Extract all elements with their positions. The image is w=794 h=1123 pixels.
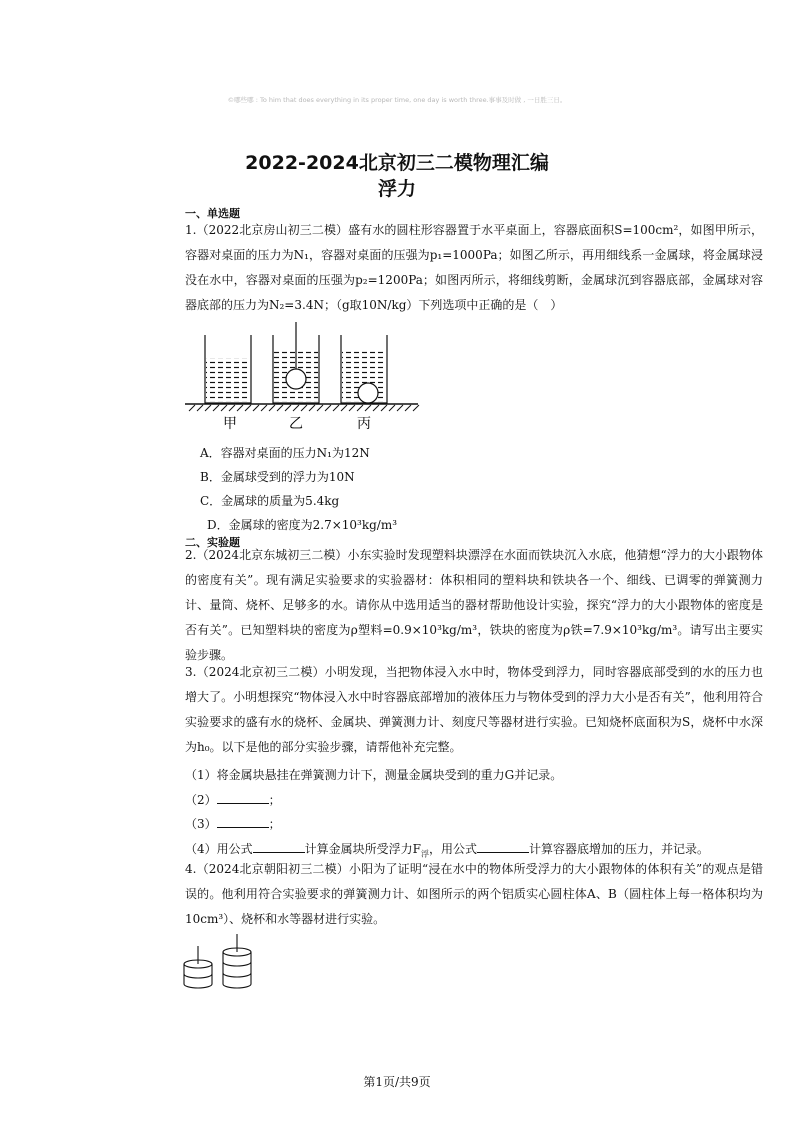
question-3-text: 3.（2024北京初三二模）小明发现，当把物体浸入水中时，物体受到浮力，同时容器底部受到的水的压力也增大了。小明想探究“物体浸入水中时容器底部增加的液体压力与物体受到的浮力大小是否有关”，他利用符合实验要求的盛有水的烧杯、金属块、弹簧测力计、刻度尺等器材进行实验。已知烧杯底面积为S，烧杯中水深为h₀。以下是他的部分实验步骤，请帮他补充完整。 xyxy=(185,665,763,754)
hatch-mark xyxy=(413,405,419,411)
hatch-mark xyxy=(389,405,395,411)
hatch-mark xyxy=(213,405,219,411)
hatch-mark xyxy=(365,405,371,411)
q3-step-2-prefix: （2） xyxy=(185,793,217,807)
q3-step-3 xyxy=(185,815,281,832)
hatch-mark xyxy=(373,405,379,411)
q1-option-b: B．金属球受到的浮力为10N xyxy=(200,470,355,484)
watermark: ©哪些哪 : To him that does everything in its proper time, one day is worth three.事事及时做 , 一日胜三日。 xyxy=(227,96,567,104)
q3-step-3-prefix: （3） xyxy=(185,817,217,831)
hatch-mark xyxy=(253,405,259,411)
hatch-mark xyxy=(405,405,411,411)
q1-option-d: D．金属球的密度为2.7×10³kg/m³ xyxy=(207,518,398,532)
page-footer: 第1页/共9页 xyxy=(363,1075,431,1089)
question-4-text: 4.（2024北京朝阳初三二模）小阳为了证明“浸在水中的物体所受浮力的大小跟物体的体积有关”的观点是错误的。他利用符合实验要求的弹簧测力计、如图所示的两个铝质实心圆柱体A、B（圆柱体上每一格体积均为10cm³）、烧杯和水等器材进行实验。 xyxy=(185,862,763,926)
q3-step-3-blank xyxy=(217,815,269,828)
q3-step-2-suffix: ； xyxy=(268,793,281,807)
container-bing xyxy=(341,335,387,403)
hatch-mark xyxy=(341,405,347,411)
q3-step-2 xyxy=(185,791,281,808)
q3-step-4-part-1: （4）用公式 xyxy=(185,842,253,856)
metal-ball-suspended xyxy=(286,369,306,389)
q3-step-4-blank-2 xyxy=(477,840,529,853)
q3-step-3-suffix: ； xyxy=(268,817,281,831)
section-heading-experiment: 二、实验题 xyxy=(185,536,240,549)
figure-label-yi: 乙 xyxy=(289,416,303,432)
hatch-mark xyxy=(317,405,323,411)
hatch-mark xyxy=(229,405,235,411)
hatch-mark xyxy=(397,405,403,411)
question-2-text: 2.（2024北京东城初三二模）小东实验时发现塑料块漂浮在水面而铁块沉入水底，他猜想“浮力的大小跟物体的密度有关”。现有满足实验要求的实验器材：体积相同的塑料块和铁块各一个、细线、已调零的弹簧测力计、量筒、烧杯、足够多的水。请你从中选用适当的器材帮助他设计实验，探究“浮力的大小跟物体的密度是否有关”。已知塑料块的密度为ρ塑料=0.9×10³kg/m³，铁块的密度为ρ铁=7.9×10³kg/m³。请写出主要实验步骤。 xyxy=(185,548,763,662)
q3-step-4-subscript: 浮 xyxy=(420,849,429,859)
q3-step-4-part-4: 计算容器底增加的压力，并记录。 xyxy=(528,842,709,856)
cylinder-b xyxy=(223,934,251,988)
hatch-mark xyxy=(277,405,283,411)
q1-option-a: A．容器对桌面的压力N₁为12N xyxy=(200,446,370,460)
table-hatch xyxy=(189,405,419,411)
metal-ball-bottom xyxy=(358,383,378,403)
figure-label-bing: 丙 xyxy=(357,416,371,432)
hatch-mark xyxy=(301,405,307,411)
figure-label-jia: 甲 xyxy=(223,416,237,432)
cylinder-a xyxy=(184,946,212,988)
q4-cylinders-figure xyxy=(180,928,260,998)
section-heading-single-choice: 一、单选题 xyxy=(185,207,240,220)
container-jia xyxy=(205,335,251,403)
hatch-mark xyxy=(245,405,251,411)
q1-option-c: C．金属球的质量为5.4kg xyxy=(200,494,340,508)
hatch-mark xyxy=(325,405,331,411)
hatch-mark xyxy=(309,405,315,411)
q3-step-4-blank-1 xyxy=(253,840,305,853)
q1-container-figure xyxy=(185,320,420,435)
q3-step-4-part-2: 计算金属块所受浮力F xyxy=(304,842,421,856)
hatch-mark xyxy=(381,405,387,411)
hatch-mark xyxy=(349,405,355,411)
title-line-2: 浮力 xyxy=(377,178,416,200)
hatch-mark xyxy=(237,405,243,411)
page-title xyxy=(0,150,794,202)
question-1-text: 1.（2022北京房山初三二模）盛有水的圆柱形容器置于水平桌面上，容器底面积S=100cm²，如图甲所示，容器对桌面的压力为N₁，容器对桌面的压强为p₁=1000Pa；如图乙所示，再用细线系一金属球，将金属球浸没在水中，容器对桌面的压强为p₂=1200Pa；如图丙所示，将细线剪断，金属球沉到容器底部，金属球对容器底部的压力为N₂=3.4N；（g取10N/kg）下列选项中正确的是（ ） xyxy=(185,223,763,312)
hatch-mark xyxy=(261,405,267,411)
hatch-mark xyxy=(293,405,299,411)
hatch-mark xyxy=(197,405,203,411)
title-line-1: 2022-2024北京初三二模物理汇编 xyxy=(245,152,549,174)
hatch-mark xyxy=(357,405,363,411)
hatch-mark xyxy=(285,405,291,411)
q3-step-2-blank xyxy=(217,791,269,804)
hatch-mark xyxy=(221,405,227,411)
hatch-mark xyxy=(205,405,211,411)
hatch-mark xyxy=(269,405,275,411)
q3-step-4-part-3: ，用公式 xyxy=(428,842,477,856)
hatch-mark xyxy=(189,405,195,411)
hatch-mark xyxy=(333,405,339,411)
container-yi xyxy=(273,322,319,403)
q3-step-1: （1）将金属块悬挂在弹簧测力计下，测量金属块受到的重力G并记录。 xyxy=(185,768,563,782)
